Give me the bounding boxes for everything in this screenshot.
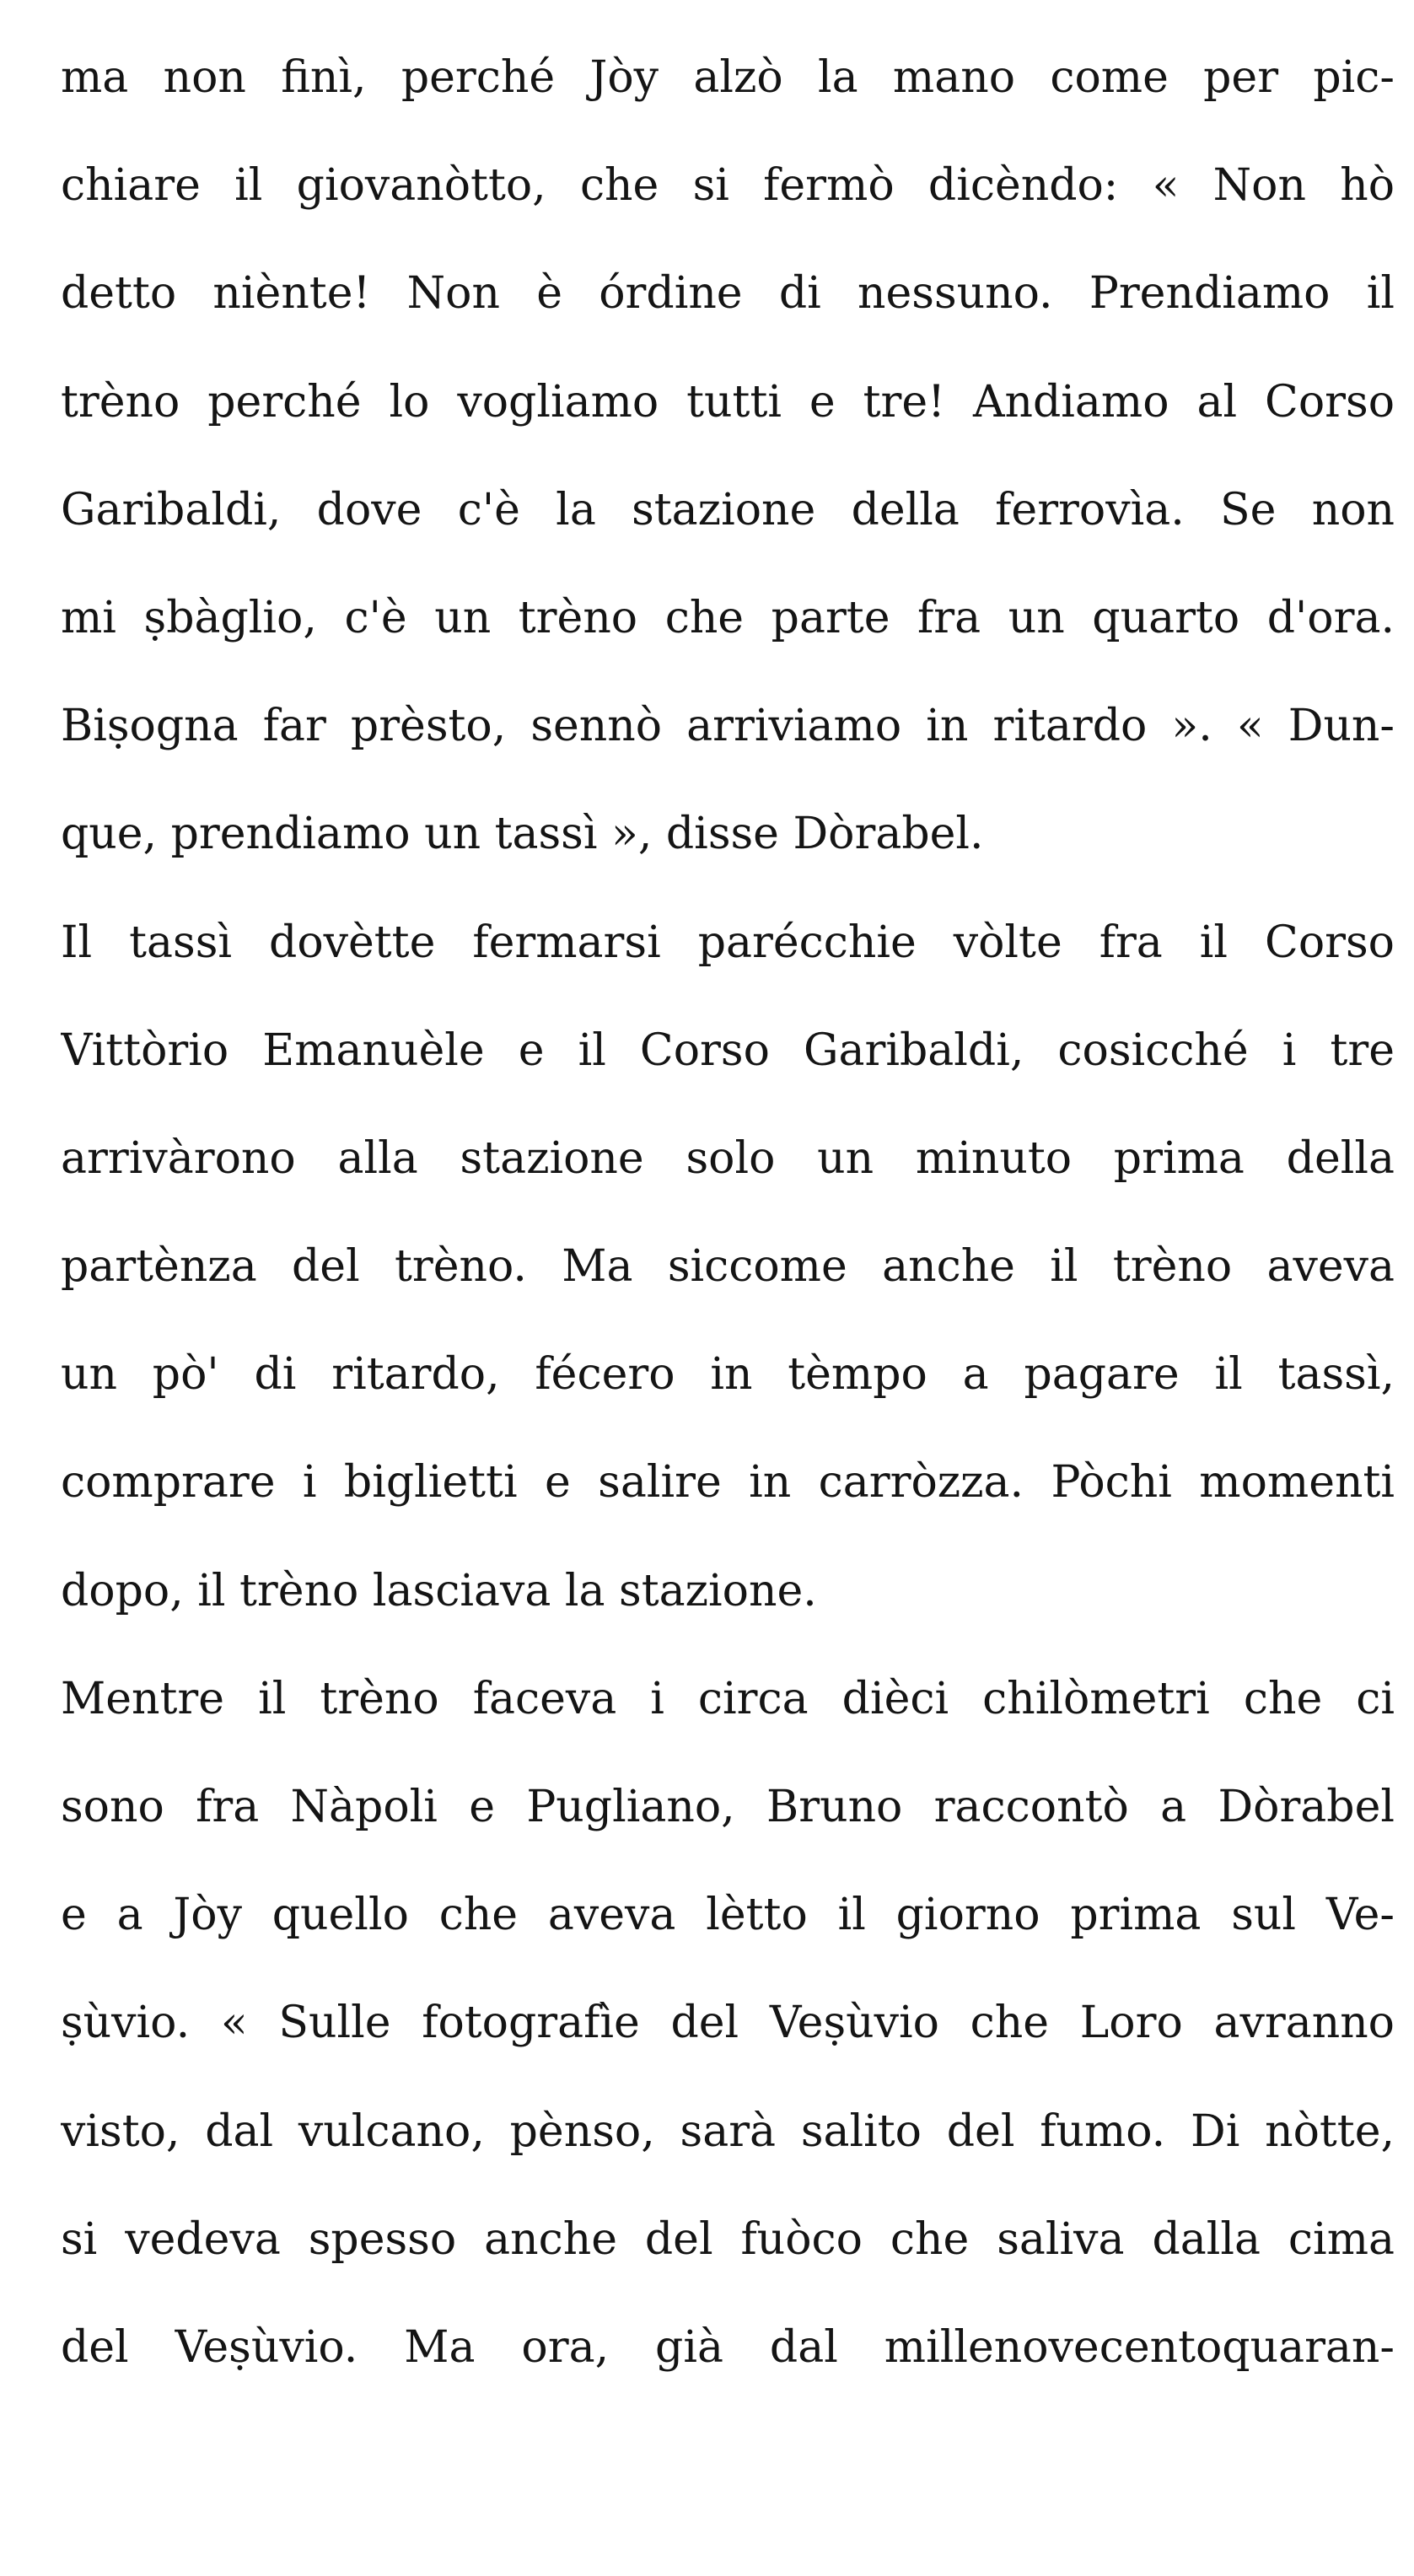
text-line-14: comprare i biglietti e salire in carròzza. Pòchi momenti xyxy=(61,1457,1395,1508)
text-line-9: Il tassì dovètte fermarsi parécchie vòlte fra il Corso xyxy=(61,917,1395,968)
text-line-17: sono fra Nàpoli e Pugliano, Bruno raccontò a Dòrabel xyxy=(61,1782,1395,1832)
text-line-4: trèno perché lo vogliamo tutti e tre! Andiamo al Corso xyxy=(61,376,1395,428)
text-line-7: Biṣogna far prèsto, sennò arriviamo in ritardo ». « Dun- xyxy=(61,701,1395,752)
text-line-12: partènza del trèno. Ma siccome anche il trèno aveva xyxy=(61,1241,1395,1293)
text-line-5: Garibaldi, dove c'è la stazione della ferrovìa. Se non xyxy=(61,484,1395,535)
text-line-15: dopo, il trèno lasciava la stazione. xyxy=(61,1565,817,1616)
text-line-18: e a Jòy quello che aveva lètto il giorno prima sul Ve- xyxy=(61,1890,1395,1941)
text-line-1: ma non finì, perché Jòy alzò la mano come per pic- xyxy=(61,52,1395,103)
text-line-3: detto niènte! Non è órdine di nessuno. Prendiamo il xyxy=(61,268,1395,320)
text-line-16: Mentre il trèno faceva i circa dièci chilòmetri che ci xyxy=(61,1673,1395,1724)
text-line-2: chiare il giovanòtto, che si fermò dicèndo: « Non hò xyxy=(61,160,1395,212)
text-line-19: ṣùvio. « Sulle fotografìe del Veṣùvio che Loro avranno xyxy=(61,1998,1395,2049)
text-line-22: del Veṣùvio. Ma ora, già dal millenovecentoquaran- xyxy=(61,2321,1395,2373)
text-line-10: Vittòrio Emanuèle e il Corso Garibaldi, cosicché i tre xyxy=(61,1024,1395,1076)
text-line-21: si vedeva spesso anche del fuòco che saliva dalla cima xyxy=(61,2213,1395,2265)
text-line-11: arrivàrono alla stazione solo un minuto prima della xyxy=(61,1132,1395,1184)
text-line-20: visto, dal vulcano, pènso, sarà salito del fumo. Di nòtte, xyxy=(61,2105,1395,2157)
text-line-13: un pò' di ritardo, fécero in tèmpo a pagare il tassì, xyxy=(61,1349,1395,1401)
text-line-8: que, prendiamo un tassì », disse Dòrabel. xyxy=(61,809,984,860)
page-text xyxy=(61,44,1395,2422)
text-line-6: mi ṣbàglio, c'è un trèno che parte fra un quarto d'ora. xyxy=(61,592,1395,643)
